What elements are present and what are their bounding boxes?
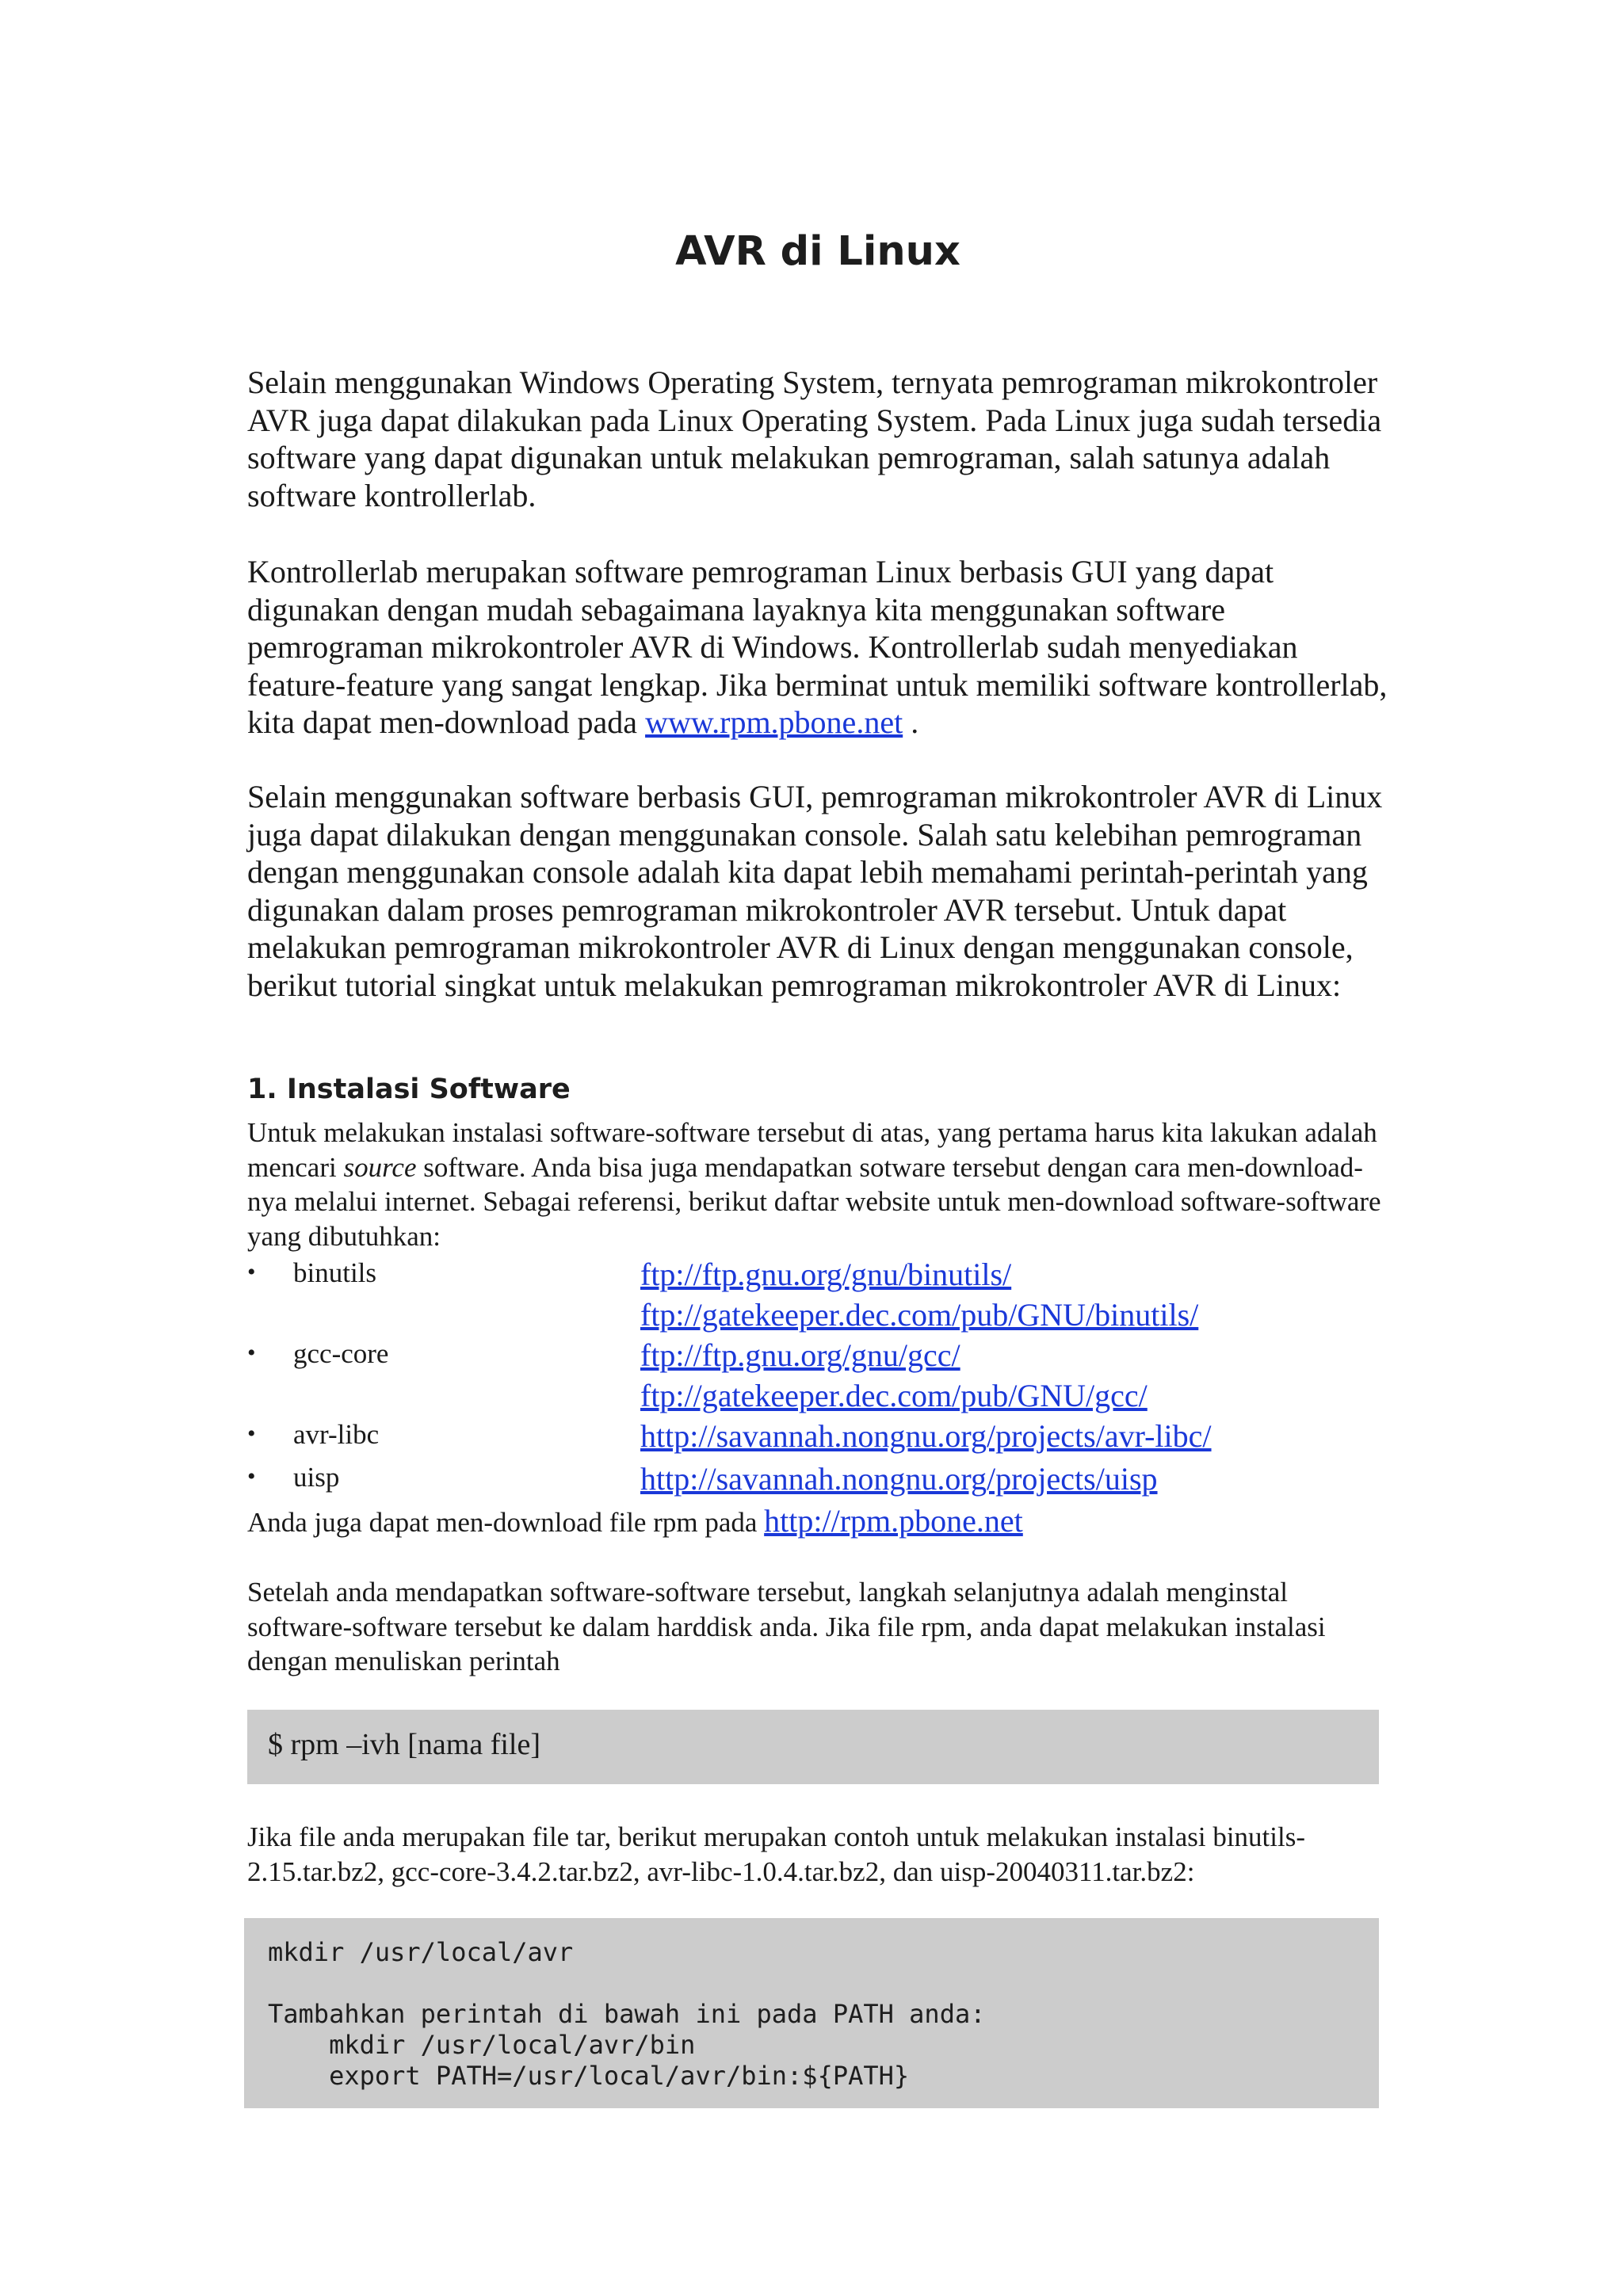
code-line: export PATH=/usr/local/avr/bin:${PATH} xyxy=(268,2061,910,2091)
bullet-icon: • xyxy=(247,1259,256,1285)
section-heading-instalasi: 1. Instalasi Software xyxy=(247,1074,571,1105)
code-line: mkdir /usr/local/avr xyxy=(268,1937,574,1967)
bullet-icon: • xyxy=(247,1463,256,1489)
code-line: mkdir /usr/local/avr/bin xyxy=(268,2030,696,2060)
download-item xyxy=(247,1338,1388,1378)
page-title: AVR di Linux xyxy=(675,228,960,275)
pbone-link[interactable]: www.rpm.pbone.net xyxy=(645,704,903,740)
download-item xyxy=(247,1379,1388,1418)
download-name: uisp xyxy=(293,1462,340,1493)
download-item xyxy=(247,1298,1388,1337)
paragraph-kontrollerlab xyxy=(247,553,1388,742)
download-name: avr-libc xyxy=(293,1419,380,1450)
download-item xyxy=(247,1257,1388,1297)
paragraph-intro: Selain menggunakan Windows Operating System, ternyata pemrograman mikrokontroler AVR juga dapat dilakukan pada Linux Operating System. Pada Linux juga sudah tersedia software yang dapat digunakan untuk melakukan pemrograman, salah satunya adalah software kontrollerlab. xyxy=(247,364,1382,513)
download-item xyxy=(247,1419,1388,1459)
code-block xyxy=(244,1918,1379,2108)
download-link[interactable]: http://savannah.nongnu.org/projects/uisp xyxy=(640,1461,1158,1497)
instalasi-intro xyxy=(247,1116,1388,1253)
bullet-icon: • xyxy=(247,1340,256,1366)
paragraph-kontrollerlab-end: . xyxy=(903,704,919,740)
code-line: Tambahkan perintah di bawah ini pada PATH anda: xyxy=(268,1999,986,2029)
instalasi-intro-before: Untuk melakukan instalasi software-software tersebut di atas, yang pertama harus kita lakukan adalah mencari xyxy=(247,1117,1377,1183)
bullet-icon: • xyxy=(247,1421,256,1447)
rpm-command-box xyxy=(247,1710,1379,1784)
download-name: gcc-core xyxy=(293,1338,389,1369)
instalasi-intro-italic: source xyxy=(343,1151,417,1183)
download-link[interactable]: http://savannah.nongnu.org/projects/avr-libc/ xyxy=(640,1418,1212,1454)
tar-instructions: Jika file anda merupakan file tar, berikut merupakan contoh untuk melakukan instalasi binutils-2.15.tar.bz2, gcc-core-3.4.2.tar.bz2, avr-libc-1.0.4.tar.bz2, dan uisp-20040311.tar.bz2: xyxy=(247,1821,1306,1887)
instalasi-intro-after: software. Anda bisa juga mendapatkan sotware tersebut dengan cara men-download-nya melalui internet. Sebagai referensi, berikut daftar website untuk men-download software-software yang dibutuhkan: xyxy=(247,1151,1381,1252)
download-link[interactable]: ftp://ftp.gnu.org/gnu/binutils/ xyxy=(640,1257,1012,1292)
rpm-download-line xyxy=(247,1504,1388,1540)
rpm-download-text: Anda juga dapat men-download file rpm pada xyxy=(247,1507,765,1538)
paragraph-kontrollerlab-text: Kontrollerlab merupakan software pemrograman Linux berbasis GUI yang dapat digunakan dengan mudah sebagaimana layaknya kita menggunakan software pemrograman mikrokontroler AVR di Windows. Kontrollerlab sudah menyediakan feature-feature yang sangat lengkap. Jika berminat untuk memiliki software kontrollerlab, kita dapat men-download pada xyxy=(247,554,1388,740)
download-link[interactable]: ftp://gatekeeper.dec.com/pub/GNU/binutils/ xyxy=(640,1297,1199,1333)
paragraph-console: Selain menggunakan software berbasis GUI, pemrograman mikrokontroler AVR di Linux juga dapat dilakukan dengan menggunakan console. Salah satu kelebihan pemrograman dengan menggunakan console adalah kita dapat lebih memahami perintah-perintah yang digunakan dalam proses pemrograman mikrokontroler AVR tersebut. Untuk dapat melakukan pemrograman mikrokontroler AVR di Linux dengan menggunakan console, berikut tutorial singkat untuk melakukan pemrograman mikrokontroler AVR di Linux: xyxy=(247,779,1383,1003)
download-link[interactable]: ftp://gatekeeper.dec.com/pub/GNU/gcc/ xyxy=(640,1378,1148,1413)
rpm-pbone-link[interactable]: http://rpm.pbone.net xyxy=(764,1503,1023,1539)
download-name: binutils xyxy=(293,1257,377,1288)
download-item xyxy=(247,1462,1388,1501)
download-link[interactable]: ftp://ftp.gnu.org/gnu/gcc/ xyxy=(640,1337,960,1373)
install-instructions: Setelah anda mendapatkan software-software tersebut, langkah selanjutnya adalah menginstal software-software tersebut ke dalam harddisk anda. Jika file rpm, anda dapat melakukan instalasi dengan menuliskan perintah xyxy=(247,1577,1326,1676)
rpm-command: $ rpm –ivh [nama file] xyxy=(268,1728,541,1761)
